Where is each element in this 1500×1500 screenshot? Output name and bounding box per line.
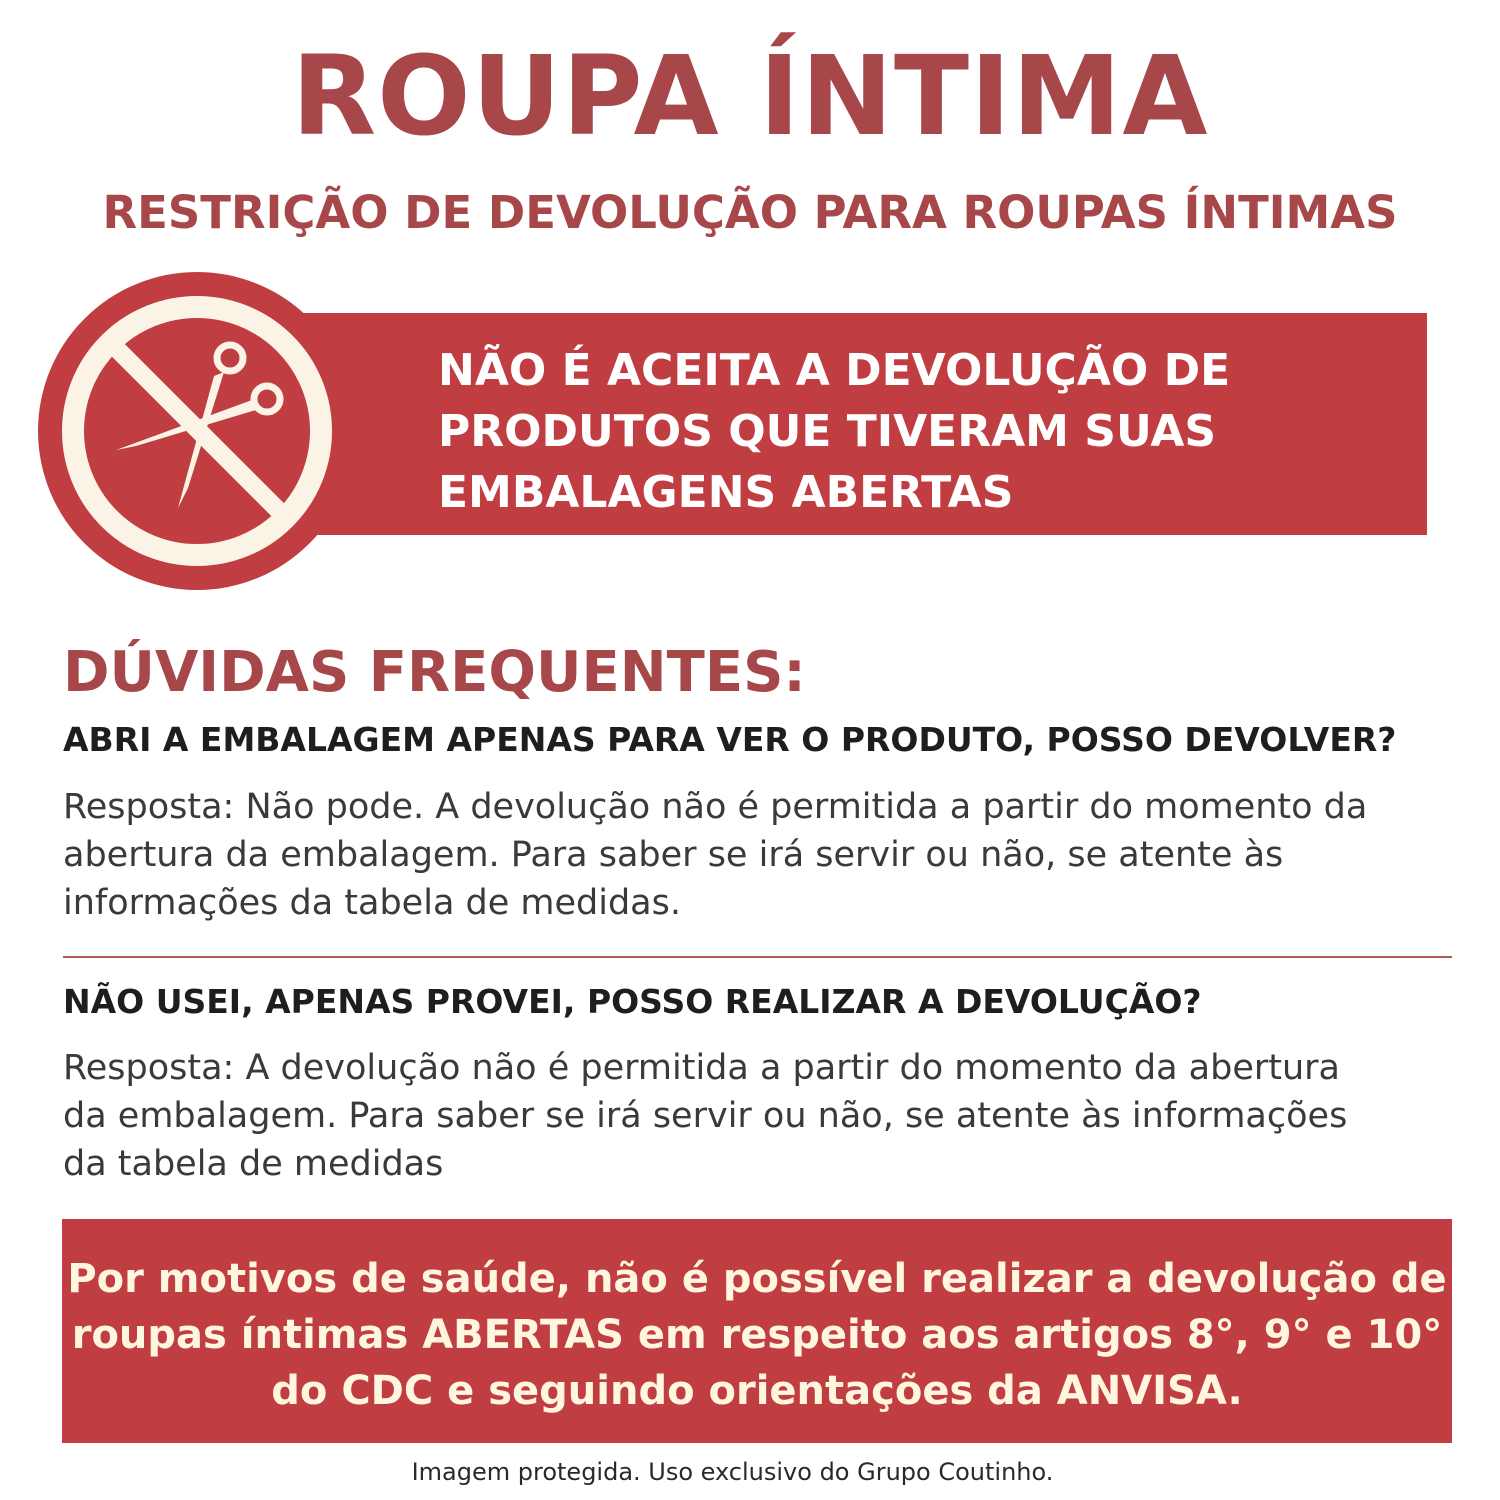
faq-divider: [63, 956, 1452, 958]
faq-answer-line: Resposta: A devolução não é permitida a partir do momento da abertura: [63, 1048, 1341, 1088]
health-notice-line: do CDC e seguindo orientações da ANVISA.: [271, 1368, 1243, 1414]
faq-answer-line: abertura da embalagem. Para saber se irá servir ou não, se atente às: [63, 835, 1284, 875]
faq-question: ABRI A EMBALAGEM APENAS PARA VER O PRODUTO, POSSO DEVOLVER?: [63, 720, 1397, 759]
warning-line: PRODUTOS QUE TIVERAM SUAS: [438, 406, 1217, 457]
faq-answer-line: da tabela de medidas: [63, 1144, 444, 1184]
health-notice-line: roupas íntimas ABERTAS em respeito aos artigos 8°, 9° e 10°: [71, 1312, 1443, 1358]
faq-answer-line: da embalagem. Para saber se irá servir ou não, se atente às informações: [63, 1096, 1348, 1136]
health-notice-line: Por motivos de saúde, não é possível realizar a devolução de: [67, 1256, 1447, 1302]
faq-answer-line: Resposta: Não pode. A devolução não é permitida a partir do momento da: [63, 787, 1368, 827]
faq-answer: [63, 783, 1463, 927]
warning-line: NÃO É ACEITA A DEVOLUÇÃO DE: [438, 345, 1231, 396]
page-title: ROUPA ÍNTIMA: [291, 32, 1209, 160]
warning-banner-text: [438, 340, 1418, 523]
warning-line: EMBALAGENS ABERTAS: [438, 467, 1014, 518]
faq-answer: [63, 1044, 1463, 1188]
watermark-text: Imagem protegida. Uso exclusivo do Grupo Coutinho.: [411, 1458, 1054, 1486]
page-subtitle: RESTRIÇÃO DE DEVOLUÇÃO PARA ROUPAS ÍNTIMAS: [102, 186, 1398, 239]
faq-question: NÃO USEI, APENAS PROVEI, POSSO REALIZAR A DEVOLUÇÃO?: [63, 982, 1202, 1021]
health-notice-text: [62, 1251, 1452, 1419]
faq-answer-line: informações da tabela de medidas.: [63, 883, 681, 923]
faq-heading: DÚVIDAS FREQUENTES:: [63, 640, 806, 705]
no-scissors-icon: [38, 272, 356, 590]
